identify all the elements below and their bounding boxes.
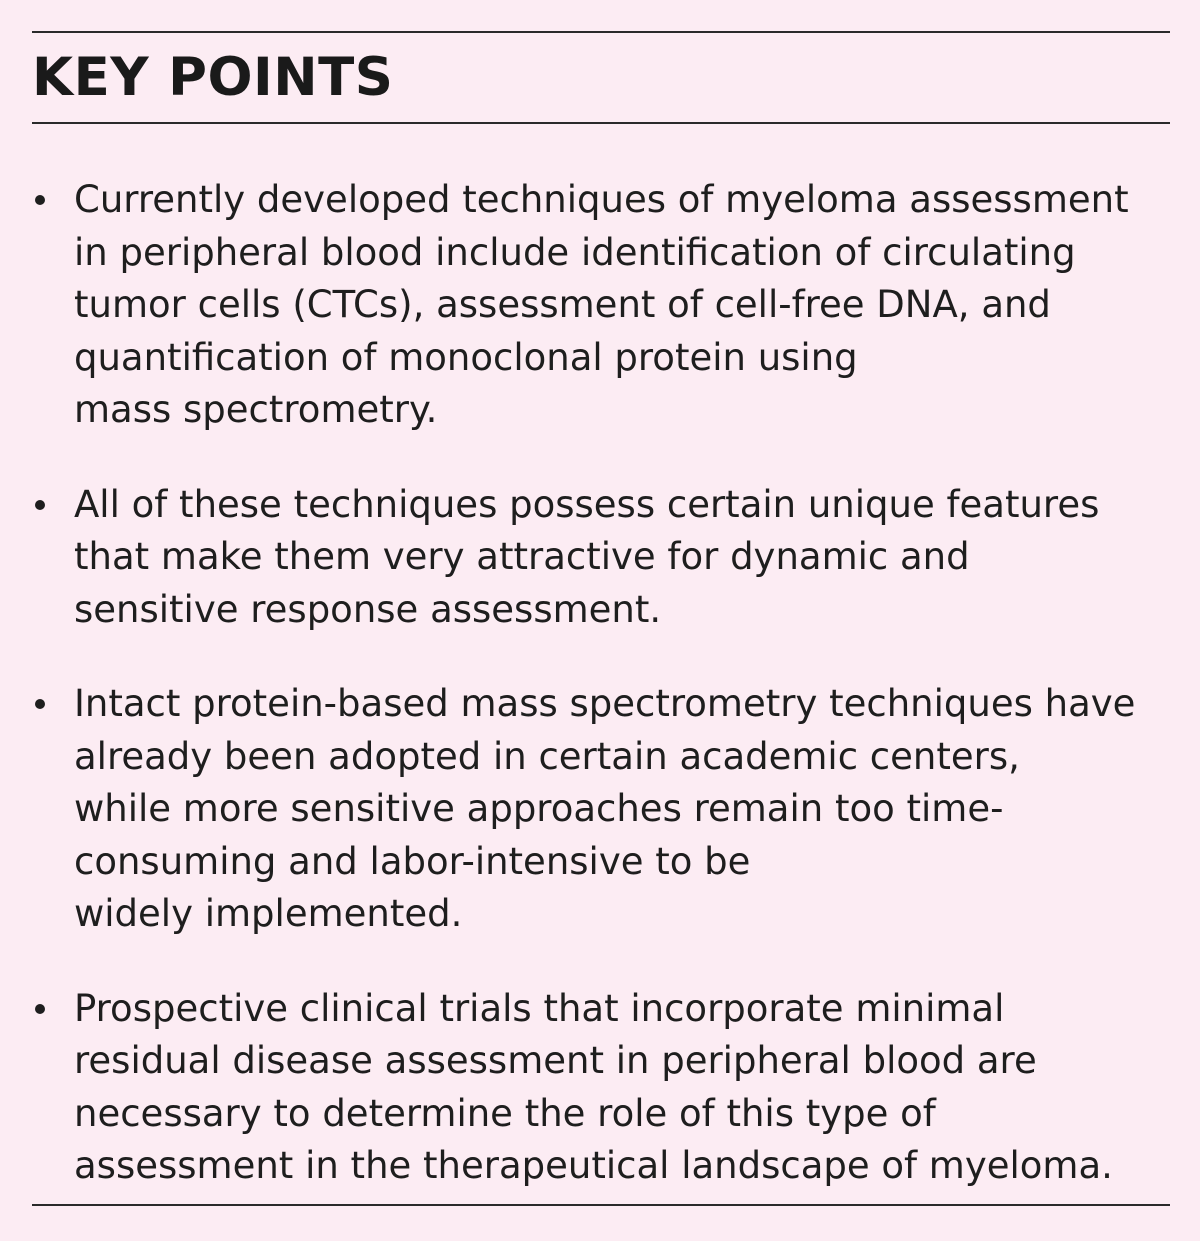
text-line: Prospective clinical trials that incorporate minimal xyxy=(74,986,1005,1030)
text-line: All of these techniques possess certain unique features xyxy=(74,482,1100,526)
bullet-icon xyxy=(35,699,45,709)
text-line: in peripheral blood include identification of circulating xyxy=(74,230,1076,274)
text-line: residual disease assessment in peripheral blood are xyxy=(74,1039,1037,1082)
list-item xyxy=(32,983,1170,1193)
text-line: Intact protein-based mass spectrometry techniques have xyxy=(74,682,1136,725)
text-line: while more sensitive approaches remain too time- xyxy=(74,787,1004,830)
text-line: that make them very attractive for dynamic and xyxy=(74,535,970,578)
text-line: necessary to determine the role of this type of xyxy=(74,1091,936,1135)
text-line: Currently developed techniques of myeloma assessment xyxy=(74,178,1129,221)
bullet-icon xyxy=(35,1004,45,1014)
top-divider xyxy=(32,31,1170,33)
text-line: mass spectrometry. xyxy=(74,388,438,431)
key-points-list xyxy=(32,174,1170,1193)
text-line: quantification of monoclonal protein using xyxy=(74,335,858,379)
text-line: sensitive response assessment. xyxy=(74,587,662,631)
bullet-icon xyxy=(35,195,45,205)
text-line: widely implemented. xyxy=(74,892,463,935)
bullet-icon xyxy=(35,500,45,510)
heading-divider xyxy=(32,122,1170,124)
text-line: already been adopted in certain academic centers, xyxy=(74,734,1020,778)
text-line: consuming and labor-intensive to be xyxy=(74,839,751,883)
list-item xyxy=(32,174,1170,437)
text-line: tumor cells (CTCs), assessment of cell-free DNA, and xyxy=(74,283,1051,326)
bottom-divider xyxy=(32,1204,1170,1206)
list-item xyxy=(32,678,1170,941)
key-points-box xyxy=(32,0,1170,1241)
list-item xyxy=(32,479,1170,637)
text-line: assessment in the therapeutical landscape of myeloma. xyxy=(74,1144,1113,1187)
section-heading: KEY POINTS xyxy=(32,47,394,108)
